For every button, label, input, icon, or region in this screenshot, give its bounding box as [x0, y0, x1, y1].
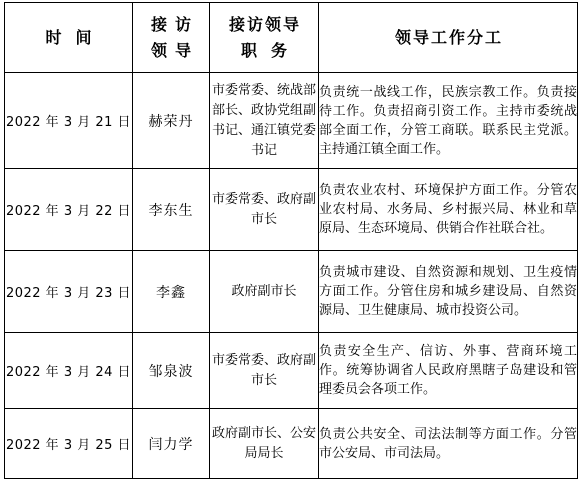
header-position	[210, 3, 319, 73]
table-row	[5, 73, 578, 169]
row-position: 市委常委、政府副市长	[210, 169, 319, 251]
row-duties: 负责城市建设、自然资源和规划、卫生疫情方面工作。分管住房和城乡建设局、自然资源局、卫生健康局、城市投资公司。	[319, 251, 578, 333]
table-row	[5, 409, 578, 479]
header-leader-line1: 接访	[150, 14, 199, 34]
row-date: 2022 年 3 月 25 日	[5, 409, 133, 479]
header-leader	[133, 3, 210, 73]
header-date-label: 时间	[45, 27, 106, 47]
row-date: 2022 年 3 月 22 日	[5, 169, 133, 251]
header-duties-label: 领导工作分工	[394, 27, 503, 47]
row-leader: 赫荣丹	[133, 73, 210, 169]
table-header-row	[5, 3, 578, 73]
table-row	[5, 333, 578, 409]
row-position: 市委常委、统战部部长、政协党组副书记、通江镇党委书记	[210, 73, 319, 169]
row-position: 政府副市长、公安局局长	[210, 409, 319, 479]
row-position: 政府副市长	[210, 251, 319, 333]
row-date: 2022 年 3 月 23 日	[5, 251, 133, 333]
row-position: 市委常委、政府副市长	[210, 333, 319, 409]
header-date	[5, 3, 133, 73]
row-duties: 负责农业农村、环境保护方面工作。分管农业农村局、水务局、乡村振兴局、林业和草原局、生态环境局、供销合作社联合社。	[319, 169, 578, 251]
row-date: 2022 年 3 月 21 日	[5, 73, 133, 169]
table-row	[5, 169, 578, 251]
reception-schedule-table	[4, 2, 578, 479]
table-row	[5, 251, 578, 333]
row-leader: 邹泉波	[133, 333, 210, 409]
header-duties	[319, 3, 578, 73]
row-leader: 李东生	[133, 169, 210, 251]
row-duties: 负责统一战线工作，民族宗教工作。负责接待工作。负责招商引资工作。主持市委统战部全面工作，分管工商联。联系民主党派。主持通江镇全面工作。	[319, 73, 578, 169]
header-position-line2: 职务	[240, 40, 301, 60]
header-position-line1: 接访领导	[228, 14, 301, 34]
row-leader: 李鑫	[133, 251, 210, 333]
header-leader-line2: 领导	[150, 40, 199, 60]
row-duties: 负责公共安全、司法法制等方面工作。分管市公安局、市司法局。	[319, 409, 578, 479]
row-duties: 负责安全生产、信访、外事、营商环境工作。统筹协调省人民政府黑瞎子岛建设和管理委员会各项工作。	[319, 333, 578, 409]
row-leader: 闫力学	[133, 409, 210, 479]
row-date: 2022 年 3 月 24 日	[5, 333, 133, 409]
